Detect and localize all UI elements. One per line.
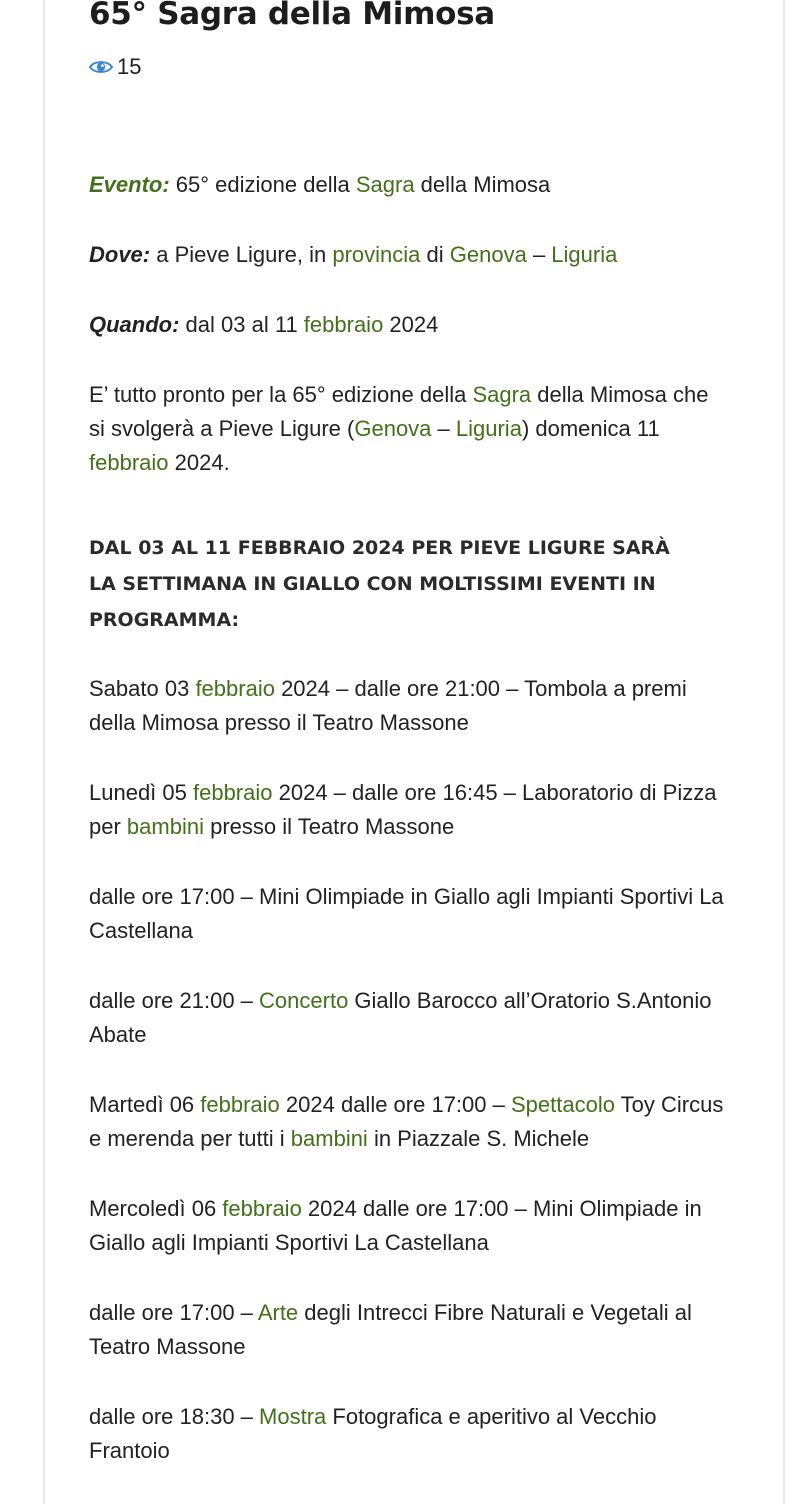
event-text: Giallo Barocco all’Oratorio S.Antonio Abate <box>89 988 712 1047</box>
event-item <box>89 880 729 948</box>
intro-paragraph <box>89 378 729 480</box>
event-text: presso il Teatro Massone <box>203 814 455 839</box>
event-text: dalle ore 18:30 – <box>89 1404 260 1429</box>
event-text: dalle ore 21:00 – <box>89 988 260 1013</box>
event-item <box>89 672 729 740</box>
link-genova[interactable]: Genova <box>449 242 527 267</box>
dove-text: a Pieve Ligure, in <box>150 242 333 267</box>
quando-line <box>89 308 438 342</box>
evento-text-end: della Mimosa <box>414 172 551 197</box>
event-text: 2024 – dalle ore 21:00 – Tombola a premi della Mimosa presso il Teatro Massone <box>89 676 687 735</box>
event-item <box>89 984 729 1052</box>
dove-line <box>89 238 617 272</box>
event-item <box>89 1296 729 1364</box>
link-provincia[interactable]: provincia <box>332 242 421 267</box>
event-text: Fotografica e aperitivo al Vecchio Frantoio <box>89 1404 657 1463</box>
page-title: 65° Sagra della Mimosa <box>89 0 495 32</box>
intro-text: E’ tutto pronto per la 65° edizione della <box>89 382 473 407</box>
link-genova[interactable]: Genova <box>354 416 432 441</box>
link-bambini[interactable]: bambini <box>290 1126 368 1151</box>
link-sagra[interactable]: Sagra <box>355 172 415 197</box>
article-content <box>89 0 749 1463</box>
link-spettacolo[interactable]: Spettacolo <box>510 1092 615 1117</box>
article-frame <box>43 0 785 1504</box>
evento-label: Evento: <box>89 172 170 197</box>
quando-label: Quando: <box>89 312 180 337</box>
link-concerto[interactable]: Concerto <box>259 988 349 1013</box>
dove-text-mid: di <box>420 242 450 267</box>
link-febbraio[interactable]: febbraio <box>89 450 169 475</box>
dove-dash: – <box>526 242 552 267</box>
link-mostra[interactable]: Mostra <box>259 1404 327 1429</box>
link-febbraio[interactable]: febbraio <box>192 780 273 805</box>
link-liguria[interactable]: Liguria <box>551 242 618 267</box>
link-febbraio[interactable]: febbraio <box>303 312 384 337</box>
event-text: Mercoledì 06 <box>89 1196 223 1221</box>
event-text: 2024 dalle ore 17:00 – Mini Olimpiade in Giallo agli Impianti Sportivi La Castellana <box>89 1196 702 1255</box>
intro-text: – <box>431 416 456 441</box>
section-heading: DAL 03 AL 11 FEBBRAIO 2024 PER PIEVE LIGURE SARÀ LA SETTIMANA IN GIALLO CON MOLTISSIMI EVENTI IN PROGRAMMA: <box>89 537 670 631</box>
quando-year: 2024 <box>383 312 439 337</box>
event-text: degli Intrecci Fibre Naturali e Vegetali al Teatro Massone <box>89 1300 692 1359</box>
evento-text: 65° edizione della <box>169 172 356 197</box>
event-text: dalle ore 17:00 – <box>89 1300 258 1325</box>
link-febbraio[interactable]: febbraio <box>222 1196 302 1221</box>
event-text: dalle ore 17:00 – Mini Olimpiade in Giallo agli Impianti Sportivi La Castellana <box>89 884 724 943</box>
event-text: Sabato 03 <box>89 676 196 701</box>
event-text: 2024 dalle ore 17:00 – <box>279 1092 511 1117</box>
event-text: in Piazzale S. Michele <box>367 1126 590 1151</box>
event-text: Lunedì 05 <box>89 780 193 805</box>
event-text: Martedì 06 <box>89 1092 201 1117</box>
event-item <box>89 776 729 844</box>
event-text: Toy Circus e merenda per tutti i <box>89 1092 724 1151</box>
intro-text: ) domenica 11 <box>521 416 660 441</box>
evento-line <box>89 168 550 202</box>
event-item <box>89 1192 739 1260</box>
link-febbraio[interactable]: febbraio <box>200 1092 280 1117</box>
quando-text: dal 03 al 11 <box>179 312 304 337</box>
link-febbraio[interactable]: febbraio <box>195 676 275 701</box>
event-text: 2024 – dalle ore 16:45 – Laboratorio di Pizza per <box>89 780 717 839</box>
link-sagra[interactable]: Sagra <box>472 382 532 407</box>
link-arte[interactable]: Arte <box>257 1300 299 1325</box>
dove-label: Dove: <box>89 242 151 267</box>
intro-text: della Mimosa che si svolgerà a Pieve Ligure ( <box>89 382 709 441</box>
view-counter <box>89 52 749 82</box>
link-liguria[interactable]: Liguria <box>455 416 522 441</box>
link-bambini[interactable]: bambini <box>126 814 204 839</box>
view-count: 15 <box>117 54 142 79</box>
event-item <box>89 1400 729 1468</box>
intro-text: 2024. <box>168 450 230 475</box>
event-item <box>89 1088 729 1156</box>
eye-icon <box>89 59 113 75</box>
